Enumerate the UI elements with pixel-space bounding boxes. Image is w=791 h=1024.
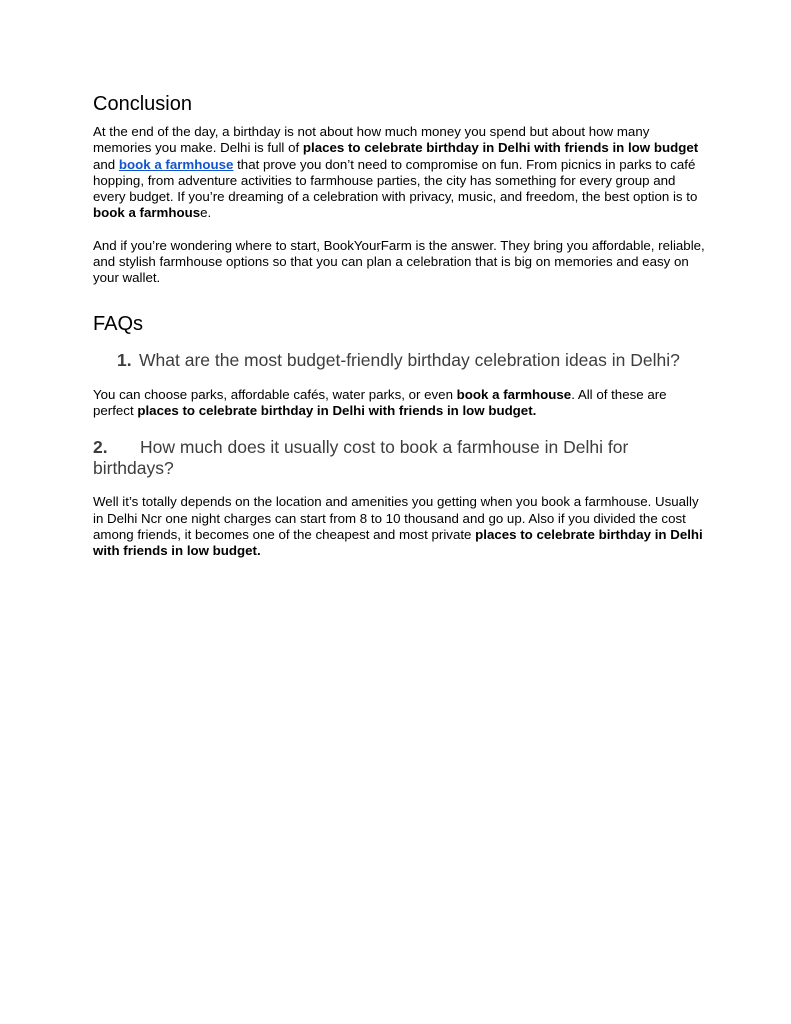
faq-answer-1-text-2: . All of these are perfect — [93, 386, 667, 418]
conclusion-p1-text-1: At the end of the day, a birthday is not about how much money you spend but about how many memories you make. Delhi is full of — [93, 124, 650, 156]
faq-answer-1-bold-1: book a farmhouse — [456, 386, 572, 402]
faq-answer-2-text-1: Well it’s totally depends on the location and amenities you getting when you book a farmhouse. Usually in Delhi Ncr one night charges can start from 8 to 10 thousand and go up. Also if you divided the cost among friends, it becomes one of the cheapest and most private — [93, 494, 699, 542]
conclusion-heading: Conclusion — [93, 93, 192, 115]
faq-question-2-text: How much does it usually cost to book a farmhouse in Delhi for birthdays? — [93, 437, 629, 479]
faq-question-1-number: 1. — [117, 349, 132, 370]
faq-question-2 — [93, 437, 705, 479]
faq-answer-1-text-1: You can choose parks, affordable cafés, water parks, or even — [93, 386, 457, 402]
faq-answer-1 — [93, 387, 705, 420]
faq-question-1 — [117, 350, 705, 371]
book-a-farmhouse-link[interactable]: book a farmhouse — [118, 156, 234, 172]
faq-question-1-text: What are the most budget-friendly birthday celebration ideas in Delhi? — [139, 349, 680, 370]
faq-question-2-number: 2. — [93, 437, 108, 458]
conclusion-p1-text-2: and — [93, 156, 119, 172]
conclusion-p1-bold-farmhouse: book a farmhous — [93, 205, 201, 221]
faq-answer-1-bold-2: places to celebrate birthday in Delhi with friends in low budget. — [137, 402, 537, 418]
conclusion-p1-text-4: e. — [200, 205, 212, 221]
faqs-heading: FAQs — [93, 312, 144, 335]
conclusion-paragraph-2: And if you’re wondering where to start, BookYourFarm is the answer. They bring you affordable, reliable, and stylish farmhouse options so that you can plan a celebration that is big on memories and easy on your wallet. — [93, 237, 705, 286]
faq-answer-2 — [93, 494, 705, 559]
conclusion-paragraph-1 — [93, 124, 705, 222]
document-page — [93, 92, 705, 559]
conclusion-p1-text-3: that prove you don’t need to compromise on fun. From picnics in parks to café hopping, from adventure activities to farmhouse parties, the city has something for every group and every budget. If you’re dreaming of a celebration with privacy, music, and freedom, the best option is to — [93, 156, 698, 205]
conclusion-p1-bold-keyword: places to celebrate birthday in Delhi with friends in low budget — [302, 140, 699, 156]
faq-answer-2-bold-1: places to celebrate birthday in Delhi with friends in low budget. — [93, 526, 703, 559]
